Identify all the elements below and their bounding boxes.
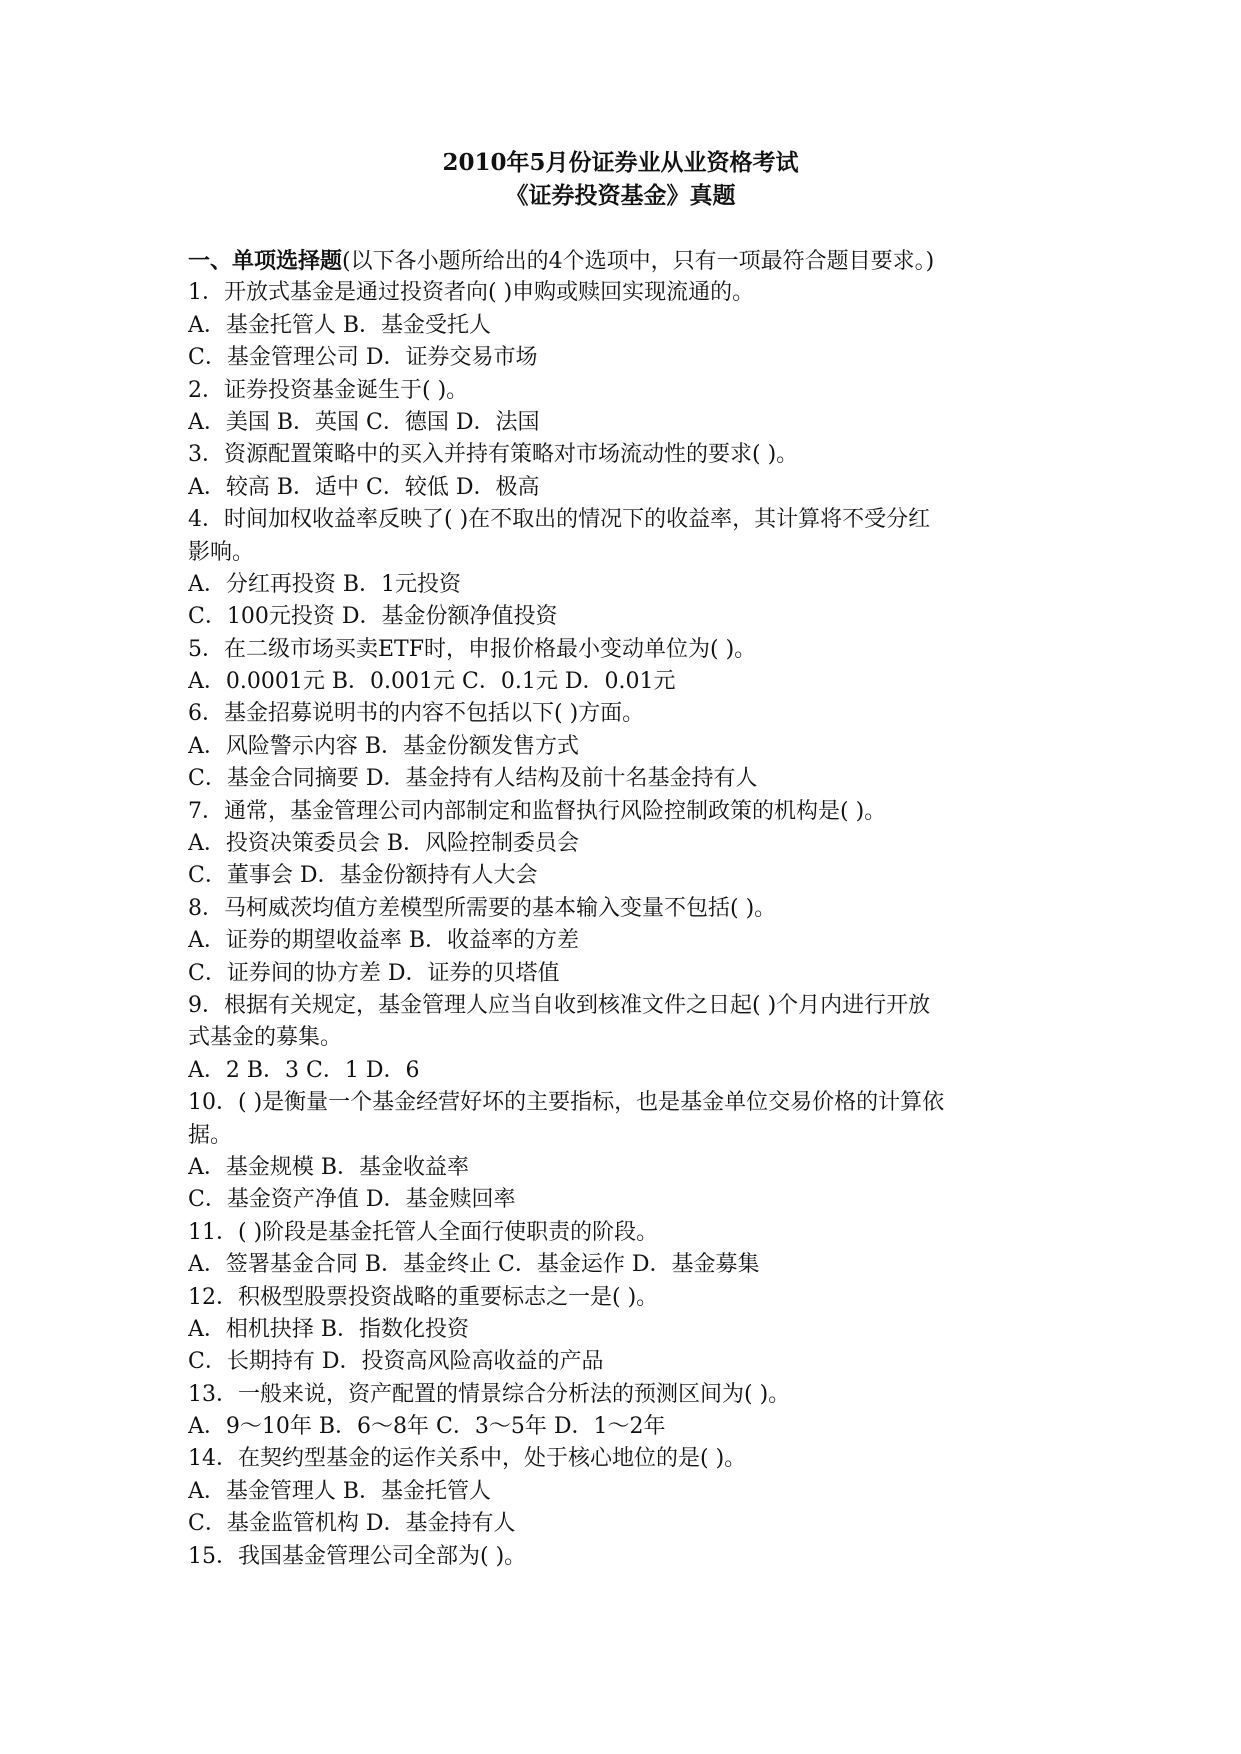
title-line-1: 2010年5月份证券业从业资格考试	[442, 149, 799, 176]
text-line: A．美国 B．英国 C．德国 D．法国	[188, 409, 540, 435]
text-line: C．100元投资 D．基金份额净值投资	[188, 604, 558, 630]
section-heading	[188, 245, 1068, 277]
text-line: 11．( )阶段是基金托管人全面行使职责的阶段。	[188, 1219, 659, 1245]
text-line: C．长期持有 D．投资高风险高收益的产品	[188, 1349, 604, 1375]
section-heading-label: 一、单项选择题	[188, 248, 343, 274]
text-line: 7．通常，基金管理公司内部制定和监督执行风险控制政策的机构是( )。	[188, 798, 887, 824]
text-line: C．基金合同摘要 D．基金持有人结构及前十名基金持有人	[188, 766, 758, 792]
question-list	[188, 245, 1068, 1573]
section-heading-note: (以下各小题所给出的4个选项中，只有一项最符合题目要求。)	[342, 249, 935, 274]
text-line: 8．马柯威茨均值方差模型所需要的基本输入变量不包括( )。	[188, 895, 777, 921]
text-line: 13．一般来说，资产配置的情景综合分析法的预测区间为( )。	[188, 1381, 791, 1407]
text-line: 3．资源配置策略中的买入并持有策略对市场流动性的要求( )。	[188, 442, 799, 468]
text-line: 2．证券投资基金诞生于( )。	[188, 377, 469, 403]
text-line: A．2 B．3 C．1 D．6	[188, 1057, 420, 1083]
text-line: A．投资决策委员会 B．风险控制委员会	[188, 831, 580, 857]
text-line: 式基金的募集。	[188, 1025, 343, 1051]
text-line: C．基金监管机构 D．基金持有人	[188, 1511, 516, 1537]
text-line: 6．基金招募说明书的内容不包括以下( )方面。	[188, 701, 645, 727]
text-line: A．基金管理人 B．基金托管人	[188, 1478, 492, 1504]
text-line: 据。	[188, 1122, 233, 1148]
text-line: C．基金资产净值 D．基金赎回率	[188, 1187, 516, 1213]
text-line: C．基金管理公司 D．证券交易市场	[188, 345, 538, 371]
text-line: A．0.0001元 B．0.001元 C．0.1元 D．0.01元	[188, 669, 676, 695]
text-line: A．分红再投资 B．1元投资	[188, 571, 462, 597]
text-line: A．证券的期望收益率 B．收益率的方差	[188, 928, 580, 954]
text-line: 15．我国基金管理公司全部为( )。	[188, 1543, 527, 1569]
text-line: 1．开放式基金是通过投资者向( )申购或赎回实现流通的。	[188, 280, 755, 306]
text-line: A．签署基金合同 B．基金终止 C．基金运作 D．基金募集	[188, 1252, 760, 1278]
text-line: A．基金托管人 B．基金受托人	[188, 312, 492, 338]
text-line: A．相机抉择 B．指数化投资	[188, 1316, 470, 1342]
text-line: C．证券间的协方差 D．证券的贝塔值	[188, 960, 560, 986]
document-title	[0, 146, 1241, 212]
text-line: 14．在契约型基金的运作关系中，处于核心地位的是( )。	[188, 1446, 747, 1472]
text-line: A．9～10年 B．6～8年 C．3～5年 D．1～2年	[188, 1414, 666, 1440]
text-line: C．董事会 D．基金份额持有人大会	[188, 863, 538, 889]
text-line: 12．积极型股票投资战略的重要标志之一是( )。	[188, 1284, 659, 1310]
text-line: A．基金规模 B．基金收益率	[188, 1154, 470, 1180]
text-line: 影响。	[188, 539, 255, 565]
text-line: A．较高 B．适中 C．较低 D．极高	[188, 474, 540, 500]
text-line: A．风险警示内容 B．基金份额发售方式	[188, 733, 580, 759]
title-line-2: 《证券投资基金》真题	[505, 182, 736, 209]
text-line: 5．在二级市场买卖ETF时，申报价格最小变动单位为( )。	[188, 636, 757, 662]
text-line: 10．( )是衡量一个基金经营好坏的主要指标，也是基金单位交易价格的计算依	[188, 1090, 945, 1116]
text-line: 9．根据有关规定，基金管理人应当自收到核准文件之日起( )个月内进行开放	[188, 992, 931, 1018]
text-line: 4．时间加权收益率反映了( )在不取出的情况下的收益率，其计算将不受分红	[188, 507, 931, 533]
